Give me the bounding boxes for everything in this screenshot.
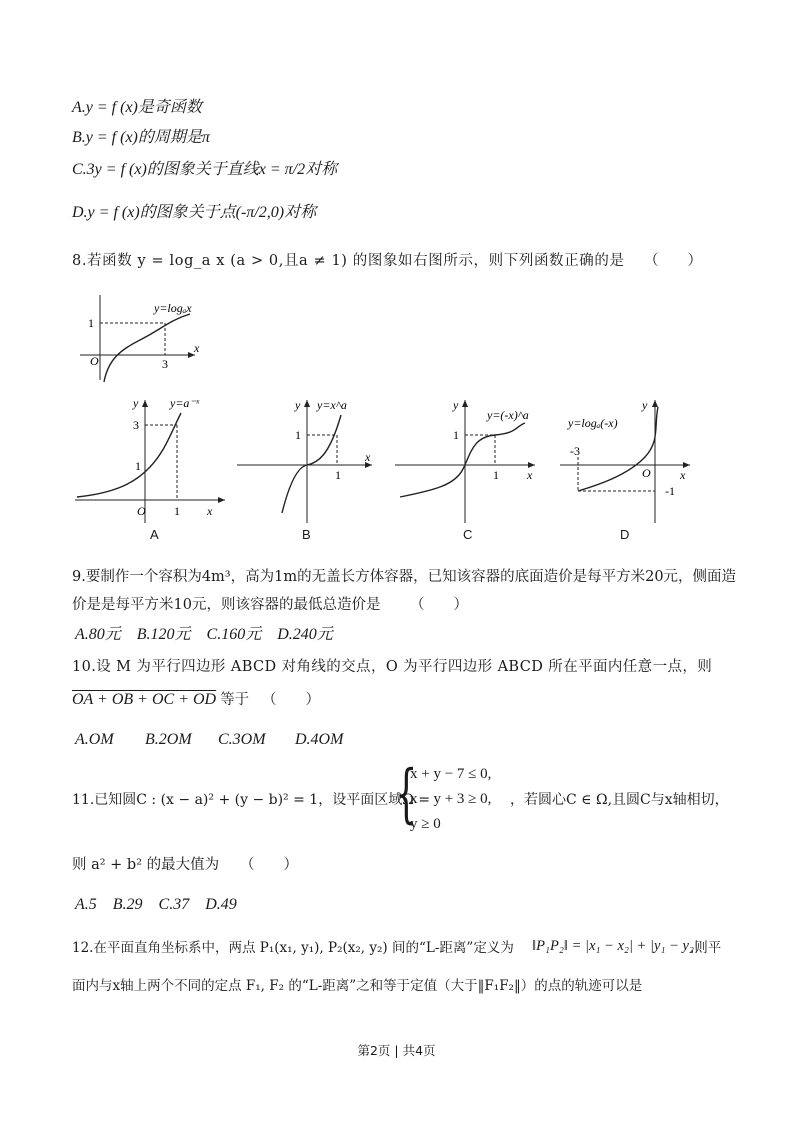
q10-paren: （ ） [262,692,320,708]
q11-paren: （ ） [240,857,298,873]
svg-text:x: x [365,450,371,464]
svg-text:x: x [194,341,200,355]
q8-main-graph [80,290,210,389]
q10-option-d: D.4OM [295,731,344,748]
svg-text:O: O [90,354,99,368]
q11-system-2: x − y + 3 ≥ 0, [410,791,492,807]
q8-graph-c-label: y=(-x)^a [487,408,529,422]
q12-stem-line2: 面内与x轴上两个不同的定点 F₁, F₂ 的“L-距离”之和等于定值（大于‖F₁F₂‖）的点的轨迹可以是 [72,978,643,994]
q9-stem-line1: 9.要制作一个容积为4m³，高为1m的无盖长方体容器，已知该容器的底面造价是每平方米20元，侧面造 [72,569,737,585]
svg-text:-1: -1 [665,484,675,498]
q8-main-graph-label: y=logₐx [154,301,192,315]
q11-stem-line2: 则 a² + b² 的最大值为 [72,857,220,873]
q7-option-b: B.y = f (x)的周期是π [72,129,210,146]
q9-options: A.80元 B.120元 C.160元 D.240元 [75,626,333,643]
svg-text:O: O [137,504,146,518]
svg-text:1: 1 [335,468,341,482]
svg-text:x: x [527,468,533,482]
q8-caption-b: B [302,527,311,542]
q12-stem-line1a: 12.在平面直角坐标系中，两点 P₁(x₁, y₁), P₂(x₂, y₂) 间的“L-距离”定义为 [72,940,514,956]
svg-text:3: 3 [133,418,139,432]
q8-graph-d [560,395,695,529]
svg-text:O: O [642,466,651,480]
q10-equals: 等于 [220,692,250,708]
q8-caption-d: D [620,527,630,542]
q8-graph-d-label: y=logₐ(-x) [568,416,618,430]
q8-graph-b [237,395,377,529]
svg-text:1: 1 [135,459,141,473]
svg-text:y: y [133,396,139,410]
q11-stem-right: ，若圆心C ∈ Ω,且圆C与x轴相切， [510,792,729,808]
q11-brace: { [395,757,418,831]
q7-option-a: A.y = f (x)是奇函数 [72,99,202,116]
svg-text:x: x [680,468,686,482]
q11-system-3: y ≥ 0 [410,816,441,832]
q10-option-c: C.3OM [218,731,266,748]
q9-stem-line2: 价是是每平方米10元，则该容器的最低总造价是 [72,597,381,613]
svg-text:y: y [642,398,648,412]
q8-caption-c: C [463,527,473,542]
q10-vector-sum [72,690,249,710]
q10-option-b: B.2OM [145,731,192,748]
q11-system-1: x + y − 7 ≤ 0, [410,766,492,782]
q10-vector-sum-text: OA + OB + OC + OD [72,691,217,708]
q11-options: A.5 B.29 C.37 D.49 [75,896,237,913]
svg-text:y: y [453,398,459,412]
svg-text:1: 1 [88,316,94,330]
q11-stem-left: 11.已知圆C : (x − a)² + (y − b)² = 1，设平面区域Ω = [72,792,430,808]
q10-stem-line1: 10.设 M 为平行四边形 ABCD 对角线的交点，O 为平行四边形 ABCD 所在平面内任意一点，则 [72,659,713,675]
svg-text:1: 1 [453,428,459,442]
svg-text:3: 3 [162,357,168,371]
q7-option-d: D.y = f (x)的图象关于点(-π/2,0)对称 [72,204,317,221]
q8-graph-a [75,395,230,529]
q7-option-c: C.3y = f (x)的图象关于直线x = π/2对称 [72,161,338,178]
svg-text:x: x [207,504,213,518]
svg-text:y: y [295,398,301,412]
q9-paren: （ ） [410,597,468,613]
q8-graph-b-label: y=x^a [317,398,347,412]
page-footer: 第2页 | 共4页 [357,1043,436,1058]
q12-stem-line1c: .则平 [690,940,722,956]
q12-stem-line1b: ‖P₁P₂‖ = |x₁ − x₂| + |y₁ − y₂| [532,938,698,954]
svg-text:1: 1 [174,504,180,518]
q8-paren: （ ） [644,253,702,269]
svg-text:1: 1 [493,468,499,482]
q8-caption-a: A [150,527,159,542]
svg-text:1: 1 [295,428,301,442]
svg-text:-3: -3 [570,444,580,458]
q8-stem: 8.若函数 y = log_a x (a > 0,且a ≠ 1) 的图象如右图所示，则下列函数正确的是 [72,253,625,269]
q8-graph-c [395,395,540,529]
q8-graph-a-label: y=a⁻ˣ [170,396,200,410]
q10-option-a: A.OM [75,731,114,748]
